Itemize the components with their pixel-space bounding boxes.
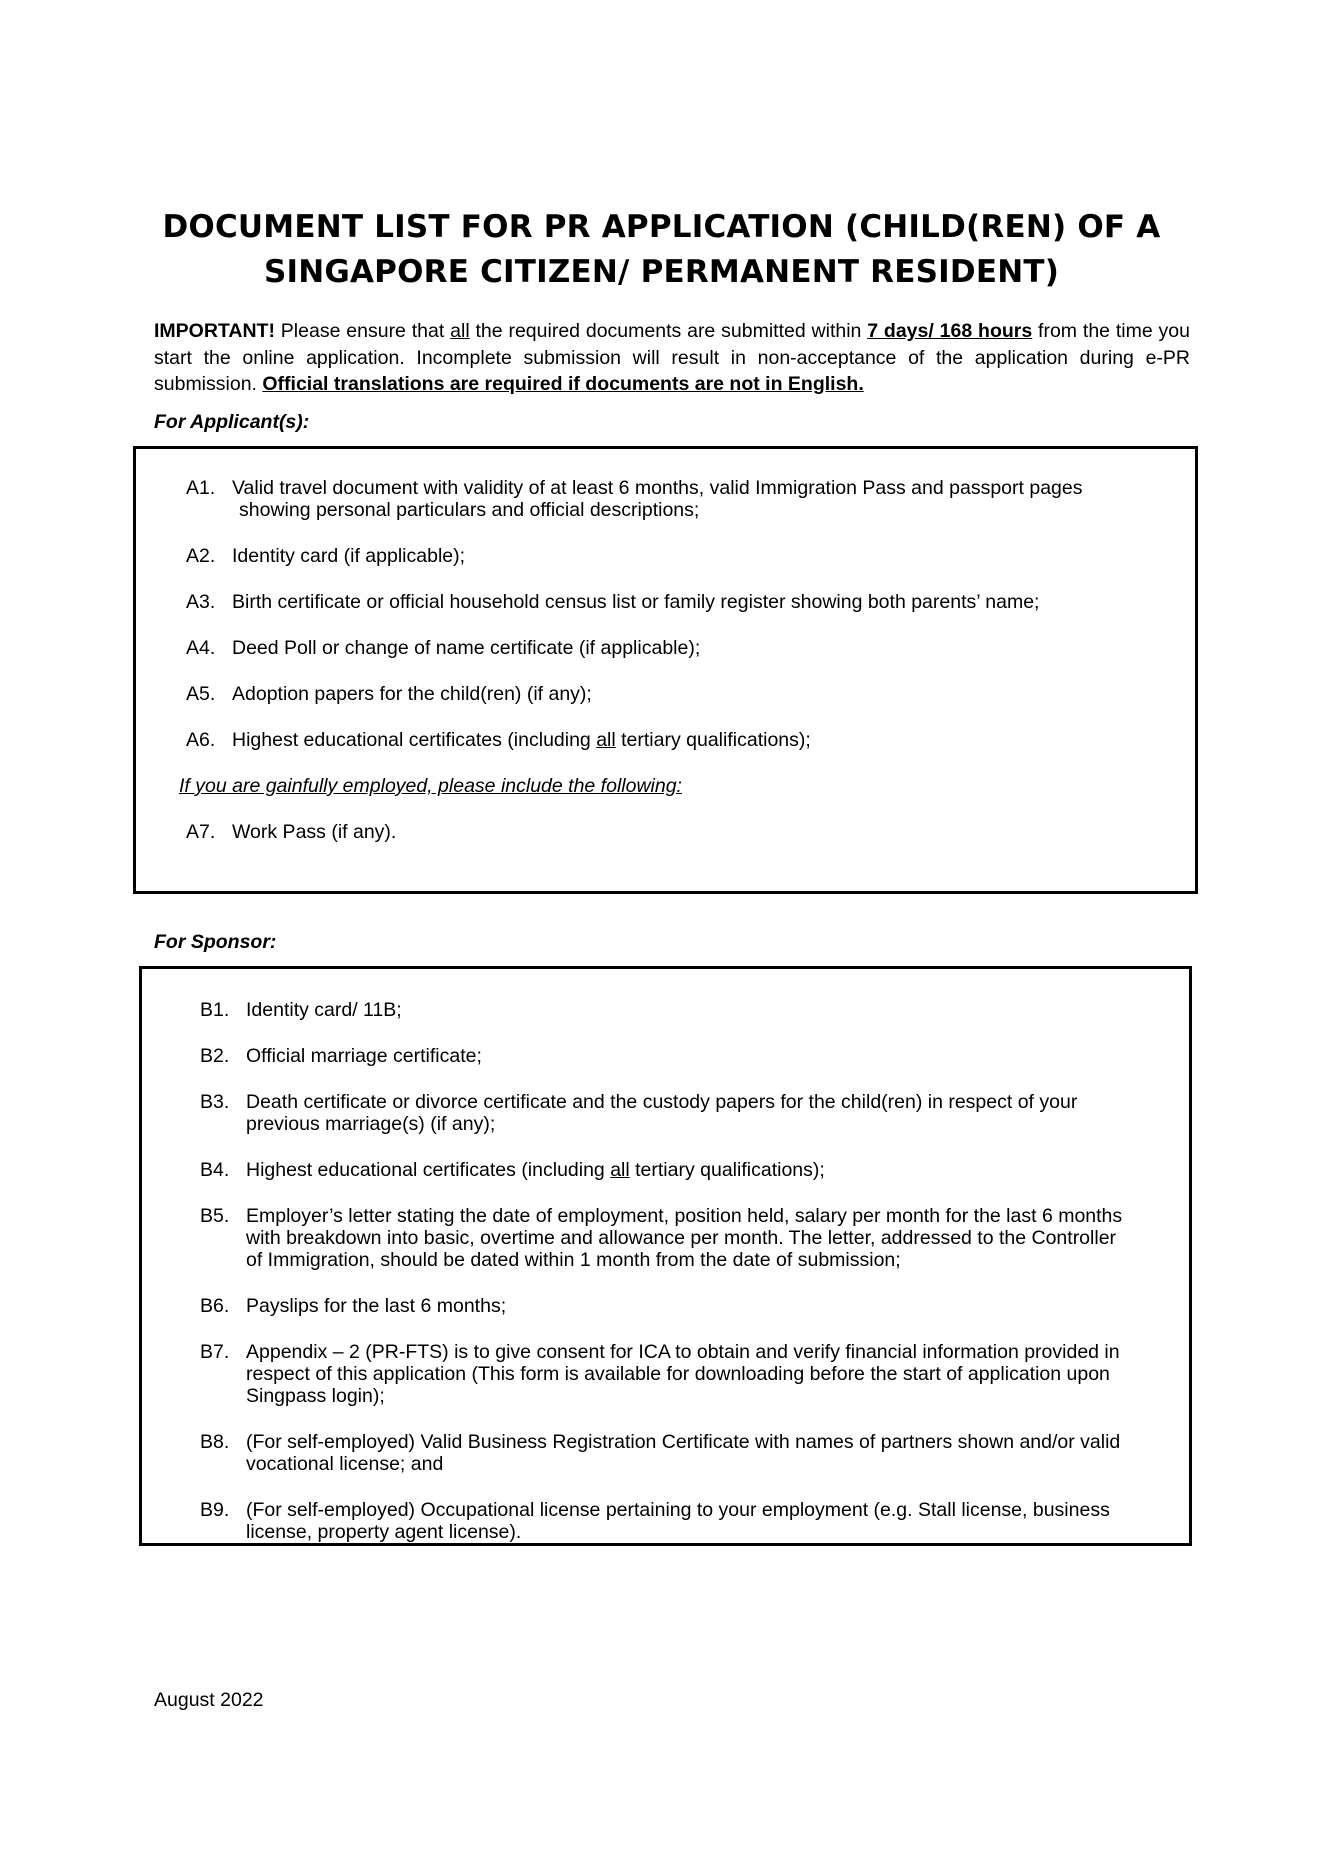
item-text: Employer’s letter stating the date of employment, position held, salary per month for the last 6 months	[246, 1205, 1123, 1227]
item-text: Deed Poll or change of name certificate (if applicable);	[232, 637, 701, 659]
item-text: Identity card/ 11B;	[246, 999, 402, 1021]
applicant-documents-box	[133, 446, 1198, 894]
title-line-1: DOCUMENT LIST FOR PR APPLICATION (CHILD(REN) OF A	[162, 209, 1161, 245]
item-code: A2.	[186, 545, 216, 567]
item-text: Birth certificate or official household census list or family register showing both parents’ name;	[232, 591, 1040, 613]
notice-all: all	[450, 320, 470, 342]
item-code: B6.	[200, 1295, 230, 1317]
title-line-2: SINGAPORE CITIZEN/ PERMANENT RESIDENT)	[263, 254, 1060, 290]
notice-deadline: 7 days/ 168 hours	[867, 320, 1033, 342]
list-item	[200, 1499, 1180, 1545]
item-text-continued: showing personal particulars and official descriptions;	[239, 499, 700, 521]
page-title	[150, 205, 1173, 295]
employed-note: If you are gainfully employed, please include the following:	[179, 775, 682, 797]
item-text: Official marriage certificate;	[246, 1045, 482, 1067]
translation-note: Official translations are required if documents are not in English.	[262, 373, 864, 395]
item-code: B2.	[200, 1045, 230, 1067]
item-text-continued: license, property agent license).	[246, 1521, 522, 1543]
item-text-continued: vocational license; and	[246, 1453, 444, 1475]
item-text: Identity card (if applicable);	[232, 545, 466, 567]
list-item	[186, 477, 1186, 523]
list-item	[200, 1341, 1180, 1409]
item-code: B3.	[200, 1091, 230, 1113]
item-text-continued: Singpass login);	[246, 1385, 385, 1407]
notice-text-3: from the time you start the online application. Incomplete submission will result in non-acceptance of the application during e-PR submission.	[154, 320, 1190, 395]
item-text-continued: previous marriage(s) (if any);	[246, 1113, 496, 1135]
notice-text-2: the required documents are submitted within	[469, 320, 868, 342]
item-code: B9.	[200, 1499, 230, 1521]
item-text: Highest educational certificates (including all tertiary qualifications);	[232, 729, 811, 751]
notice-text-1: Please ensure that	[274, 320, 451, 342]
item-text-continued: of Immigration, should be dated within 1 month from the date of submission;	[246, 1249, 901, 1271]
item-text: Death certificate or divorce certificate and the custody papers for the child(ren) in respect of your	[246, 1091, 1078, 1113]
item-text-continued: respect of this application (This form is available for downloading before the start of application upon	[246, 1363, 1110, 1385]
item-code: A6.	[186, 729, 216, 751]
item-text: (For self-employed) Valid Business Registration Certificate with names of partners shown and/or valid	[246, 1431, 1121, 1453]
item-code: B8.	[200, 1431, 230, 1453]
item-text: Appendix – 2 (PR-FTS) is to give consent for ICA to obtain and verify financial information provided in	[246, 1341, 1120, 1363]
list-item	[200, 1431, 1180, 1477]
item-code: B7.	[200, 1341, 230, 1363]
important-notice	[154, 318, 1190, 398]
item-code: B1.	[200, 999, 230, 1021]
item-text-continued: with breakdown into basic, overtime and allowance per month. The letter, addressed to the Controller	[246, 1227, 1117, 1249]
sponsor-section-label: For Sponsor:	[154, 931, 277, 953]
important-label: IMPORTANT!	[154, 320, 275, 342]
list-item	[200, 1205, 1180, 1273]
item-text: Valid travel document with validity of at least 6 months, valid Immigration Pass and passport pages	[232, 477, 1083, 499]
item-code: A7.	[186, 821, 216, 843]
item-text: Work Pass (if any).	[232, 821, 397, 843]
item-text: Highest educational certificates (including all tertiary qualifications);	[246, 1159, 825, 1181]
item-text: Adoption papers for the child(ren) (if any);	[232, 683, 592, 705]
applicant-section-label: For Applicant(s):	[154, 411, 310, 433]
item-code: A3.	[186, 591, 216, 613]
item-code: B5.	[200, 1205, 230, 1227]
item-text: (For self-employed) Occupational license pertaining to your employment (e.g. Stall license, business	[246, 1499, 1110, 1521]
item-code: B4.	[200, 1159, 230, 1181]
item-code: A4.	[186, 637, 216, 659]
list-item	[200, 1091, 1180, 1137]
item-text: Payslips for the last 6 months;	[246, 1295, 507, 1317]
item-code: A1.	[186, 477, 216, 499]
footer-date: August 2022	[154, 1689, 264, 1711]
sponsor-documents-box	[139, 966, 1192, 1546]
item-code: A5.	[186, 683, 216, 705]
